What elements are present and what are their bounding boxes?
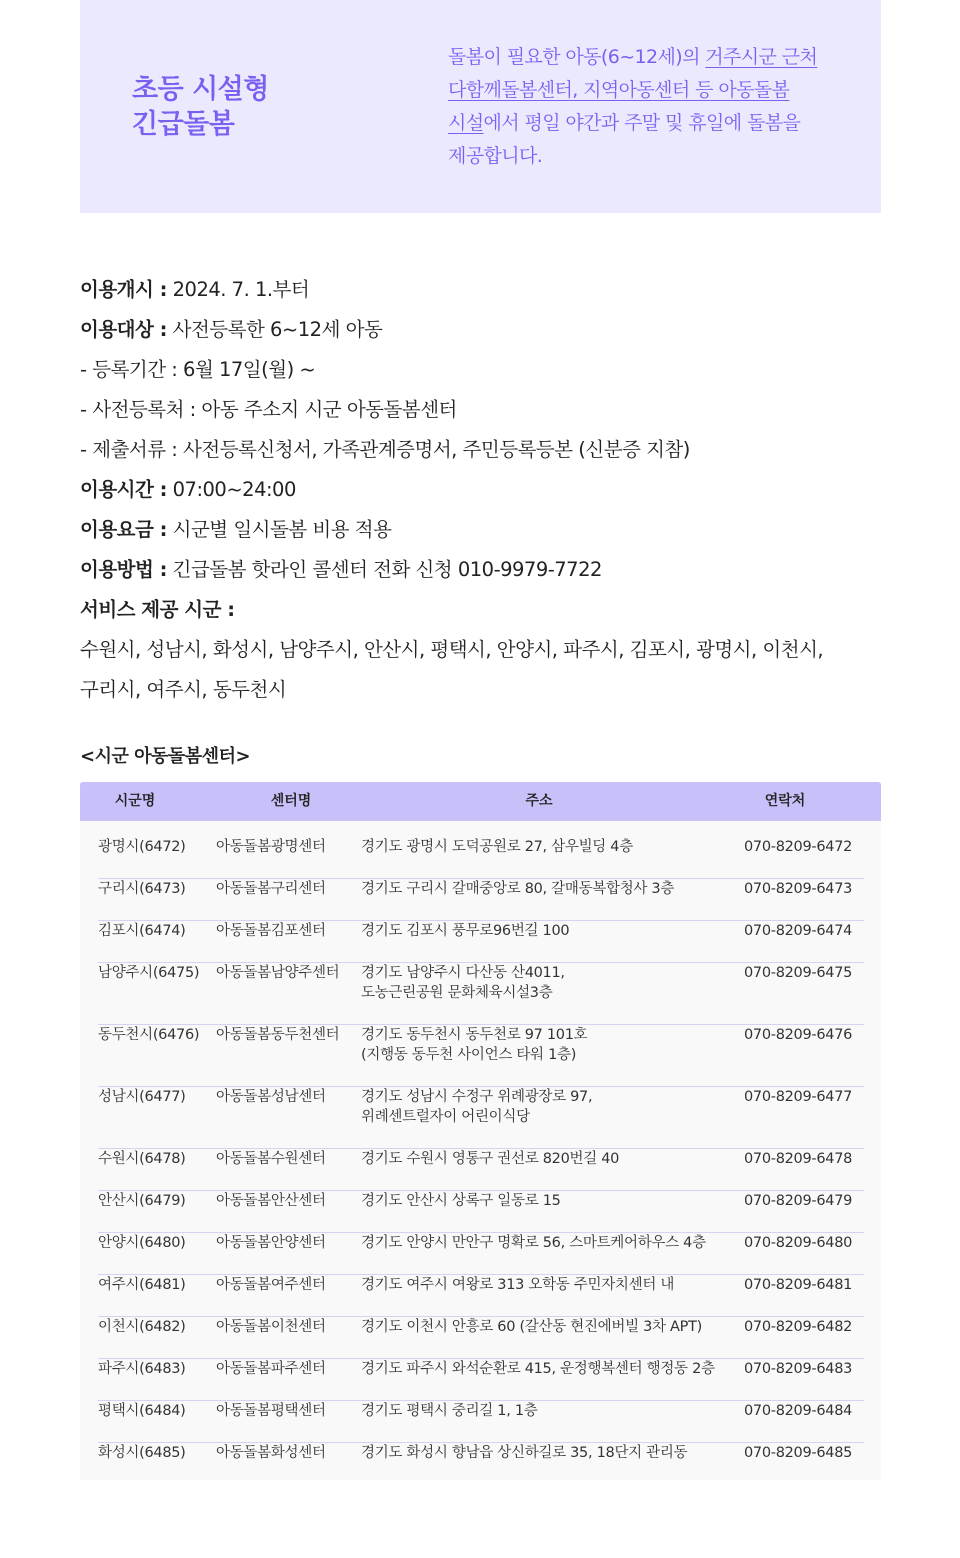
address-cell	[361, 837, 633, 857]
center-cell: 아동돌봄안산센터	[216, 1193, 326, 1209]
city-cell: 이천시(6482)	[98, 1319, 186, 1335]
center-cell: 아동돌봄안양센터	[216, 1235, 326, 1251]
center-cell: 아동돌봄김포센터	[216, 923, 326, 939]
header-address: 주소	[525, 793, 553, 809]
table-row	[98, 1087, 864, 1149]
address-line: 경기도 안양시 만안구 명확로 56, 스마트케어하우스 4층	[361, 1235, 706, 1251]
contact-cell: 070-8209-6474	[744, 923, 853, 939]
table-row	[98, 879, 864, 921]
info-text: 2024. 7. 1.부터	[166, 278, 310, 301]
info-text: - 사전등록처 : 아동 주소지 시군 아동돌봄센터	[80, 398, 457, 421]
address-line: 경기도 남양주시 다산동 산4011,	[361, 965, 565, 981]
contact-cell: 070-8209-6485	[744, 1445, 853, 1461]
address-line: 위례센트럴자이 어린이식당	[361, 1109, 530, 1125]
address-line: 경기도 동두천시 동두천로 97 101호	[361, 1027, 588, 1043]
info-label: 이용방법 :	[80, 558, 167, 581]
banner	[80, 0, 881, 213]
center-cell: 아동돌봄동두천센터	[216, 1027, 340, 1043]
address-cell	[361, 1149, 619, 1169]
table-row	[98, 837, 864, 879]
center-cell: 아동돌봄구리센터	[216, 881, 326, 897]
table-row	[98, 1359, 864, 1401]
contact-cell: 070-8209-6477	[744, 1089, 853, 1105]
contact-cell: 070-8209-6473	[744, 881, 853, 897]
banner-title-line: 초등 시설형	[132, 74, 269, 105]
city-cell: 평택시(6484)	[98, 1403, 186, 1419]
info-text: 시군별 일시돌봄 비용 적용	[166, 518, 392, 541]
header-center: 센터명	[270, 793, 312, 809]
info-line	[80, 470, 880, 510]
desc-text: 돌봄이 필요한 아동(6~12세)의	[448, 46, 706, 68]
info-line	[80, 270, 880, 310]
address-cell	[361, 1317, 702, 1337]
center-cell: 아동돌봄화성센터	[216, 1445, 326, 1461]
info-line	[80, 590, 880, 630]
table-row	[98, 1025, 864, 1087]
contact-cell: 070-8209-6484	[744, 1403, 853, 1419]
table-row	[98, 1401, 864, 1443]
contact-cell: 070-8209-6482	[744, 1319, 853, 1335]
info-text: 구리시, 여주시, 동두천시	[80, 678, 287, 701]
address-cell	[361, 1359, 715, 1379]
info-line	[80, 430, 880, 470]
info-line	[80, 350, 880, 390]
city-cell: 구리시(6473)	[98, 881, 186, 897]
info-line	[80, 630, 880, 670]
center-cell: 아동돌봄수원센터	[216, 1151, 326, 1167]
contact-cell: 070-8209-6476	[744, 1027, 853, 1043]
contact-cell: 070-8209-6483	[744, 1361, 853, 1377]
info-label: 이용개시 :	[80, 278, 167, 301]
table-row	[98, 1233, 864, 1275]
info-label: 이용대상 :	[80, 318, 167, 341]
address-cell	[361, 1275, 674, 1295]
table-row	[98, 1317, 864, 1359]
address-line: 경기도 수원시 영통구 권선로 820번길 40	[361, 1151, 620, 1167]
address-cell	[361, 879, 674, 899]
table-row	[98, 1191, 864, 1233]
desc-text: 제공합니다.	[448, 145, 543, 167]
table-row	[98, 921, 864, 963]
info-text: - 등록기간 : 6월 17일(월) ~	[80, 358, 316, 381]
center-cell: 아동돌봄광명센터	[216, 839, 326, 855]
desc-underlined: 다함께돌봄센터, 지역아동센터 등 아동돌봄	[448, 79, 790, 101]
info-line	[80, 550, 880, 590]
address-cell	[361, 1191, 561, 1211]
contact-cell: 070-8209-6480	[744, 1235, 853, 1251]
city-cell: 여주시(6481)	[98, 1277, 186, 1293]
desc-underlined: 시설	[448, 112, 484, 134]
info-line	[80, 390, 880, 430]
table-row	[98, 963, 864, 1025]
desc-text: 에서 평일 야간과 주말 및 휴일에 돌봄을	[483, 112, 801, 134]
city-cell: 수원시(6478)	[98, 1151, 186, 1167]
address-line: 경기도 평택시 중리길 1, 1층	[361, 1403, 538, 1419]
contact-cell: 070-8209-6475	[744, 965, 853, 981]
info-text: 사전등록한 6~12세 아동	[166, 318, 383, 341]
table-header	[80, 782, 881, 821]
info-text: - 제출서류 : 사전등록신청서, 가족관계증명서, 주민등록등본 (신분증 지참)	[80, 438, 690, 461]
city-cell: 김포시(6474)	[98, 923, 186, 939]
center-cell: 아동돌봄이천센터	[216, 1319, 326, 1335]
table-row	[98, 1275, 864, 1317]
contact-cell: 070-8209-6478	[744, 1151, 853, 1167]
address-line: 경기도 파주시 와석순환로 415, 운정행복센터 행정동 2층	[361, 1361, 715, 1377]
address-line: 경기도 이천시 안흥로 60 (갈산동 현진에버빌 3차 APT)	[361, 1319, 702, 1335]
center-cell: 아동돌봄성남센터	[216, 1089, 326, 1105]
address-line: 경기도 성남시 수정구 위례광장로 97,	[361, 1089, 593, 1105]
address-cell	[361, 1443, 687, 1463]
address-cell	[361, 963, 565, 1003]
contact-cell: 070-8209-6472	[744, 839, 853, 855]
info-label: 이용요금 :	[80, 518, 167, 541]
address-line: (지행동 동두천 사이언스 타워 1층)	[361, 1047, 577, 1063]
section-title: <시군 아동돌봄센터>	[80, 746, 251, 767]
info-line	[80, 670, 880, 710]
address-cell	[361, 1233, 706, 1253]
header-contact: 연락처	[764, 793, 806, 809]
info-line	[80, 310, 880, 350]
info-text: 긴급돌봄 핫라인 콜센터 전화 신청 010-9979-7722	[166, 558, 602, 581]
city-cell: 성남시(6477)	[98, 1089, 186, 1105]
info-label: 서비스 제공 시군 :	[80, 598, 235, 621]
address-line: 도농근린공원 문화체육시설3층	[361, 985, 553, 1001]
contact-cell: 070-8209-6481	[744, 1277, 853, 1293]
center-cell: 아동돌봄남양주센터	[216, 965, 340, 981]
address-cell	[361, 1401, 537, 1421]
info-line	[80, 510, 880, 550]
address-line: 경기도 화성시 향남읍 상신하길로 35, 18단지 관리동	[361, 1445, 688, 1461]
info-list	[80, 270, 880, 710]
address-line: 경기도 광명시 도덕공원로 27, 삼우빌딩 4층	[361, 839, 633, 855]
address-cell	[361, 1025, 587, 1065]
address-cell	[361, 921, 569, 941]
city-cell: 광명시(6472)	[98, 839, 186, 855]
city-cell: 화성시(6485)	[98, 1445, 186, 1461]
city-cell: 동두천시(6476)	[98, 1027, 200, 1043]
city-cell: 파주시(6483)	[98, 1361, 186, 1377]
info-text: 수원시, 성남시, 화성시, 남양주시, 안산시, 평택시, 안양시, 파주시, 김포시, 광명시, 이천시,	[80, 638, 824, 661]
table-row	[98, 1149, 864, 1191]
center-cell: 아동돌봄여주센터	[216, 1277, 326, 1293]
address-line: 경기도 김포시 풍무로96번길 100	[361, 923, 570, 939]
info-text: 07:00~24:00	[166, 478, 296, 501]
city-cell: 안산시(6479)	[98, 1193, 186, 1209]
address-line: 경기도 안산시 상록구 일동로 15	[361, 1193, 561, 1209]
center-cell: 아동돌봄파주센터	[216, 1361, 326, 1377]
banner-description	[448, 41, 868, 173]
desc-underlined: 거주시군 근처	[705, 46, 818, 68]
address-line: 경기도 여주시 여왕로 313 오학동 주민자치센터 내	[361, 1277, 675, 1293]
center-cell: 아동돌봄평택센터	[216, 1403, 326, 1419]
table-row	[98, 1443, 864, 1484]
city-cell: 남양주시(6475)	[98, 965, 200, 981]
address-line: 경기도 구리시 갈매중앙로 80, 갈매동복합청사 3층	[361, 881, 675, 897]
header-city: 시군명	[114, 793, 156, 809]
contact-cell: 070-8209-6479	[744, 1193, 853, 1209]
banner-title	[132, 72, 372, 142]
banner-title-line: 긴급돌봄	[132, 109, 235, 140]
centers-table	[80, 782, 881, 1480]
info-label: 이용시간 :	[80, 478, 167, 501]
city-cell: 안양시(6480)	[98, 1235, 186, 1251]
address-cell	[361, 1087, 592, 1127]
